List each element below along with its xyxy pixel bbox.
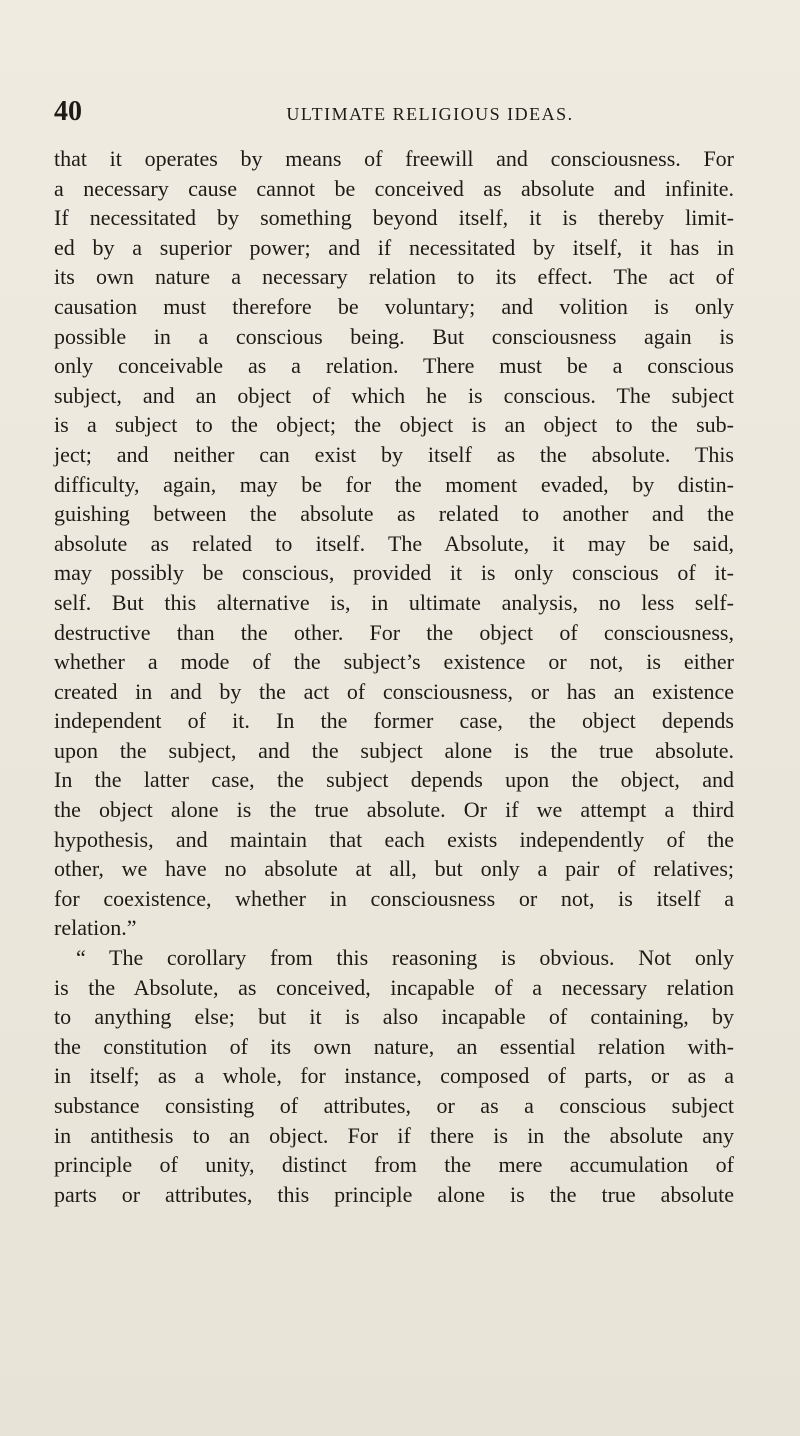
text-line: destructive than the other. For the object of consciousness, <box>54 619 734 645</box>
text-line: causation must therefore be voluntary; and volition is only <box>54 293 734 319</box>
text-line: ed by a superior power; and if necessitated by itself, it has in <box>54 234 734 260</box>
text-line: principle of unity, distinct from the mere accumulation of <box>54 1152 734 1178</box>
text-line: the constitution of its own nature, an essential relation with- <box>54 1033 734 1059</box>
text-line: to anything else; but it is also incapable of containing, by <box>54 1004 734 1030</box>
body-text <box>54 144 734 1209</box>
text-line: substance consisting of attributes, or as a conscious subject <box>54 1093 734 1118</box>
text-line: that it operates by means of freewill and consciousness. For <box>54 146 734 171</box>
text-line: absolute as related to itself. The Absolute, it may be said, <box>54 530 734 556</box>
text-line: created in and by the act of consciousness, or has an existence <box>54 678 734 704</box>
text-line: is the Absolute, as conceived, incapable of a necessary relation <box>54 974 734 1000</box>
text-line: ject; and neither can exist by itself as the absolute. This <box>54 441 734 467</box>
text-line: in itself; as a whole, for instance, composed of parts, or as a <box>54 1063 734 1089</box>
text-line: possible in a conscious being. But consciousness again is <box>54 323 734 349</box>
text-line: “ The corollary from this reasoning is obvious. Not only <box>76 945 734 971</box>
text-line: self. But this alternative is, in ultimate analysis, no less self- <box>54 589 734 615</box>
text-line: difficulty, again, may be for the moment evaded, by distin- <box>54 471 734 497</box>
text-line: may possibly be conscious, provided it is only conscious of it- <box>54 560 734 586</box>
text-line: the object alone is the true absolute. Or if we attempt a third <box>54 797 734 823</box>
page-number: 40 <box>54 96 82 127</box>
text-line: a necessary cause cannot be conceived as absolute and infinite. <box>54 175 734 201</box>
text-line: other, we have no absolute at all, but only a pair of relatives; <box>54 856 734 882</box>
text-line: relation.” <box>54 915 137 941</box>
text-line: subject, and an object of which he is conscious. The subject <box>54 382 734 408</box>
text-line: hypothesis, and maintain that each exists independently of the <box>54 826 734 852</box>
text-line: only conceivable as a relation. There must be a conscious <box>54 353 734 379</box>
text-line: for coexistence, whether in consciousness or not, is itself a <box>54 885 734 911</box>
text-line: In the latter case, the subject depends upon the object, and <box>54 767 734 793</box>
text-line: upon the subject, and the subject alone is the true absolute. <box>54 737 734 763</box>
text-line: is a subject to the object; the object is an object to the sub- <box>54 412 734 438</box>
text-line: whether a mode of the subject’s existence or not, is either <box>54 649 734 675</box>
text-line: its own nature a necessary relation to its effect. The act of <box>54 264 734 290</box>
running-title: ULTIMATE RELIGIOUS IDEAS. <box>286 104 574 124</box>
running-head <box>54 92 746 132</box>
text-line: parts or attributes, this principle alone is the true absolute <box>54 1181 734 1207</box>
text-line: guishing between the absolute as related to another and the <box>54 501 734 527</box>
text-line: independent of it. In the former case, the object depends <box>54 708 734 734</box>
text-line: If necessitated by something beyond itself, it is thereby limit- <box>54 205 734 231</box>
text-line: in antithesis to an object. For if there is in the absolute any <box>54 1122 734 1148</box>
